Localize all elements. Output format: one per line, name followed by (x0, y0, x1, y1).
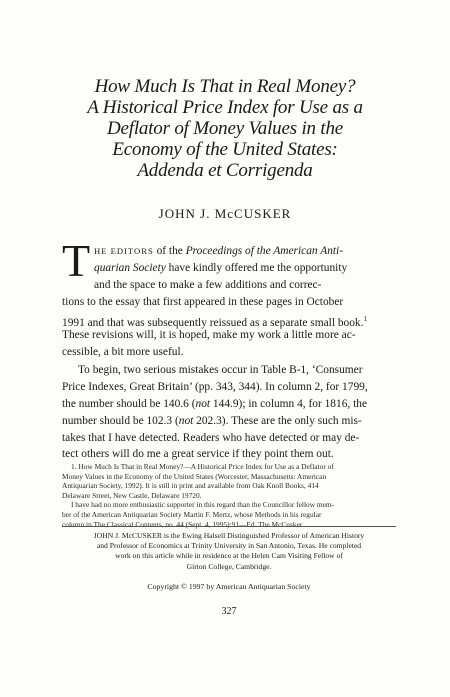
footnote-marker: 1 (363, 314, 367, 323)
text-span: number should be 102.3 ( (62, 414, 179, 427)
bio-line: JOHN J. McCUSKER is the Ewing Halsell Distinguished Professor of American History (93, 531, 365, 540)
italic-text: not (178, 414, 194, 427)
paragraph-1 (62, 243, 396, 361)
text-line (62, 243, 396, 260)
footnotes (62, 462, 396, 529)
footnote-line: 1. How Much Is That in Real Money?—A Historical Price Index for Use as a Deflator of (71, 462, 334, 471)
text-line: cessible, a bit more useful. (62, 346, 184, 359)
drop-cap: T (62, 235, 91, 286)
text-span: of the (153, 245, 186, 257)
text-span: the number should be 140.6 ( (62, 397, 196, 410)
text-line: tions to the essay that first appeared in these pages in October (62, 295, 344, 308)
text-line: Price Indexes, Great Britain’ (pp. 343, 344). In column 2, for 1799, (62, 380, 368, 393)
footnote-line: I have had no more enthusiastic supporter in this regard than the Councillor fellow mem- (71, 500, 335, 510)
footnote-line: Money Values in the Economy of the United States (Worcester, Massachusetts: American (62, 471, 327, 481)
footnote-line: Antiquarian Society, 1992). It is still in print and available from Oak Knoll Books, 414 (62, 481, 319, 491)
text-span: have kindly offered me the opportunity (165, 261, 348, 274)
paragraph-2 (62, 362, 396, 463)
text-line: To begin, two serious mistakes occur in Table B-1, ‘Consumer (78, 364, 363, 376)
title-line: Economy of the United States: (112, 139, 338, 160)
text-line (62, 260, 396, 277)
divider-rule (62, 526, 396, 527)
text-line (62, 413, 396, 430)
title-line: Deflator of Money Values in the (106, 118, 343, 139)
text-line (62, 311, 396, 328)
footnote-line: Delaware Street, New Castle, Delaware 19720. (62, 490, 202, 500)
page-number: 327 (221, 606, 237, 617)
text-line: These revisions will, it is hoped, make my work a little more ac- (62, 329, 356, 342)
bio-line: Girton College, Cambridge. (186, 561, 272, 571)
title-line: How Much Is That in Real Money? (94, 76, 356, 97)
smallcaps-text: HE EDITORS (94, 246, 154, 256)
bio-line: work on this article while in residence at the Helen Cam Visiting Fellow of (115, 551, 343, 561)
text-line (62, 396, 396, 413)
article-title (60, 76, 390, 181)
title-line: Addenda et Corrigenda (137, 160, 313, 181)
text-line: and the space to make a few additions and correc- (94, 278, 322, 291)
footnote-line: column in The Classical Contents, no. 44 (Sept. 4, 1995):91—Ed. The McCusker (62, 519, 303, 529)
text-span: 1991 and that was subsequently reissued as a separate small book. (62, 316, 364, 329)
text-span: 144.9); in column 4, for 1816, the (210, 397, 367, 410)
text-span: 202.3). These are the only such mis- (193, 414, 362, 427)
title-line: A Historical Price Index for Use as a (87, 97, 363, 118)
author-bio (62, 531, 396, 572)
bio-line: and Professor of Economics at Trinity University in San Antonio, Texas. He completed (96, 541, 362, 551)
italic-text: not (195, 397, 211, 410)
footnote-line: ber of the American Antiquarian Society Martin F. Mertz, whose Methods in his regular (62, 509, 322, 519)
text-line: takes that I have detected. Readers who have detected or may de- (62, 431, 360, 444)
author-name: JOHN J. McCUSKER (158, 206, 292, 221)
italic-text: Proceedings of the American Anti- (185, 245, 344, 257)
text-line: tect others will do me a great service if they point them out. (62, 448, 334, 461)
italic-text: quarian Society (94, 261, 166, 274)
copyright-notice: Copyright © 1997 by American Antiquarian Society (147, 582, 311, 591)
